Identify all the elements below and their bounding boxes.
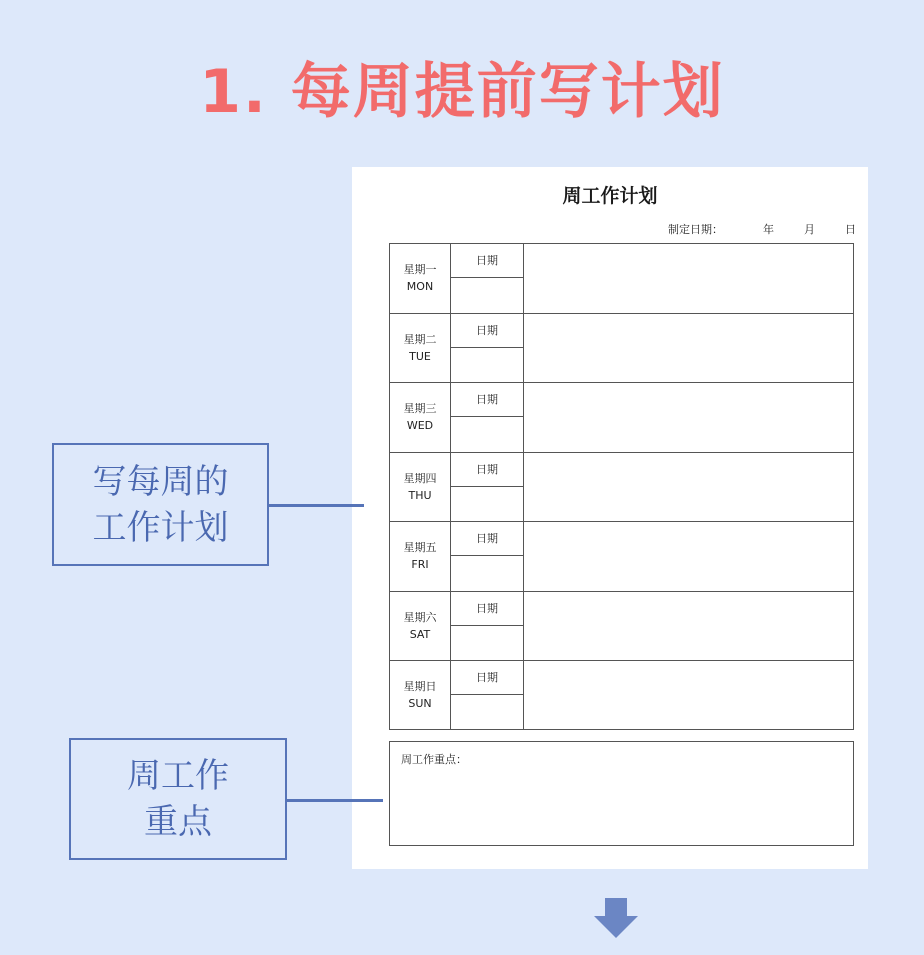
year-label: 年 [763,223,774,236]
table-row [390,383,853,453]
weekday-cn: 星期一 [403,263,437,277]
date-label: 日期 [451,244,523,278]
date-label: 日期 [451,314,523,348]
date-cell [451,592,524,661]
weekday-en: SAT [409,627,431,641]
table-row [390,244,853,314]
table-row [390,453,853,523]
weekday-en: THU [408,488,432,502]
date-cell [451,383,524,452]
focus-callout [69,738,287,860]
weekday-en: MON [406,280,434,294]
weekday-cn: 星期六 [403,610,437,624]
date-label: 日期 [451,592,523,626]
focus-callout-line1: 周工作 [127,756,229,796]
creation-date-label: 制定日期： [668,223,723,236]
weekday-cell [390,453,451,522]
table-row [390,314,853,384]
date-label: 日期 [451,453,523,487]
focus-callout-line2: 重点 [144,802,212,842]
weekday-cn: 星期三 [403,402,437,416]
weekday-cn: 星期四 [403,471,437,485]
weekday-cell [390,244,451,313]
weekday-cell [390,661,451,729]
date-label: 日期 [451,522,523,556]
table-row [390,661,853,729]
plan-callout [52,443,269,566]
sheet-title: 周工作计划 [562,185,658,207]
date-cell [451,453,524,522]
focus-connector-line [287,799,383,802]
plan-callout-line1: 写每周的 [92,461,229,502]
weekday-cell [390,522,451,591]
weekday-cn: 星期日 [403,680,437,693]
weekday-en: WED [406,419,434,433]
plan-callout-line2: 工作计划 [92,507,229,548]
date-label: 日期 [451,383,523,417]
weekday-en: SUN [408,697,432,710]
weekday-cell [390,314,451,383]
month-label: 月 [804,223,815,236]
weekday-en: TUE [409,349,431,363]
arrow-down-icon [594,898,638,940]
table-row [390,592,853,662]
weekly-plan-sheet [352,167,868,869]
weekday-cell [390,383,451,452]
date-label: 日期 [451,661,523,695]
weekday-cell [390,592,451,661]
date-cell [451,661,524,729]
creation-date-line [668,221,856,237]
page-headline: 1. 每周提前写计划 [199,57,725,127]
date-cell [451,244,524,313]
table-row [390,522,853,592]
date-cell [451,314,524,383]
day-label: 日 [845,223,856,236]
plan-connector-line [269,504,364,507]
weekday-cn: 星期二 [403,332,437,346]
weekly-focus-box [389,741,854,846]
weekly-table [389,243,854,730]
date-cell [451,522,524,591]
weekday-en: FRI [411,558,429,572]
weekly-focus-label: 周工作重点： [401,753,467,766]
weekday-cn: 星期五 [403,541,437,555]
